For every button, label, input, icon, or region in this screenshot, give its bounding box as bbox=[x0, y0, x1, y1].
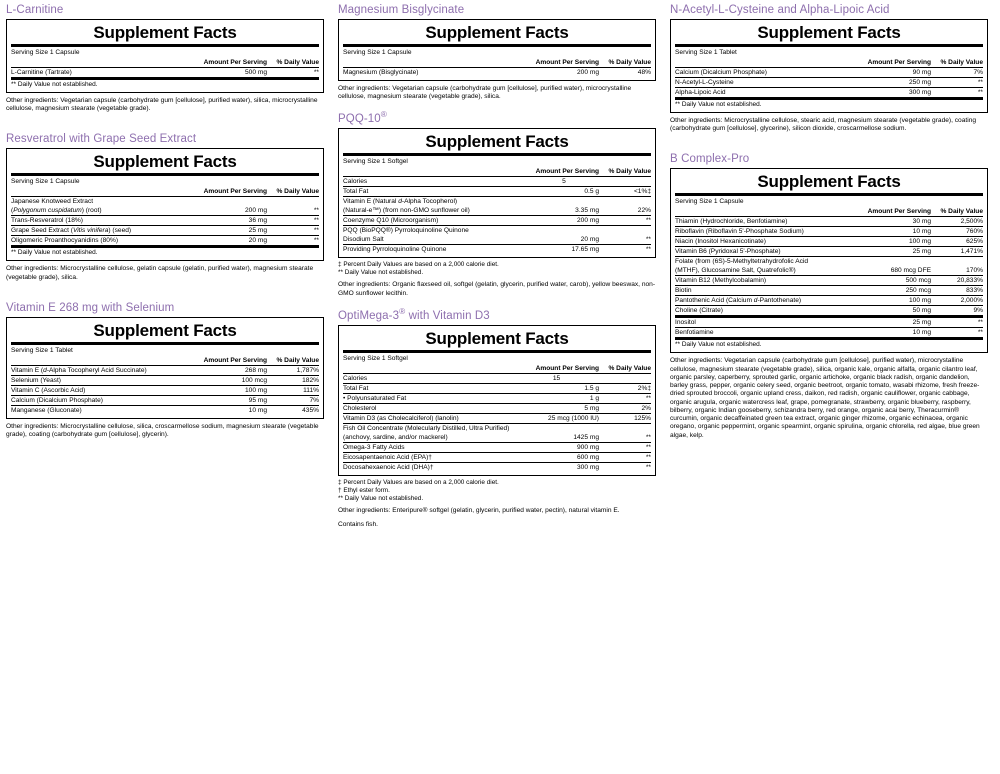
supplement-facts-panel bbox=[6, 148, 324, 261]
header-blank bbox=[11, 187, 197, 197]
nutrient-amount: 268 mg bbox=[197, 365, 267, 375]
serving-size: Serving Size 1 Capsule bbox=[675, 198, 744, 206]
table-header-row bbox=[343, 167, 651, 177]
nutrient-amount: 25 mg bbox=[849, 317, 931, 328]
nutrient-amount: 100 mg bbox=[849, 296, 931, 306]
footnote-text: ** Daily Value not established. bbox=[338, 269, 424, 277]
nutrient-amount: 25 mg bbox=[197, 226, 267, 236]
header-amount: Amount Per Serving bbox=[861, 58, 931, 68]
nutrient-name: Vitamin E (Natural d-Alpha Tocopherol) bbox=[343, 197, 529, 207]
product-resveratrol bbox=[6, 133, 324, 281]
table-row bbox=[343, 393, 651, 403]
nutrient-dv bbox=[599, 197, 651, 207]
footnote-text: ** Daily Value not established. bbox=[11, 249, 98, 257]
nutrient-dv: 111% bbox=[267, 385, 319, 395]
product-l-carnitine bbox=[6, 4, 324, 113]
nutrient-dv: <1%‡ bbox=[599, 187, 651, 197]
table-row bbox=[343, 413, 651, 423]
header-amount: Amount Per Serving bbox=[529, 58, 599, 68]
table-row bbox=[343, 68, 651, 78]
nutrient-dv: ** bbox=[599, 245, 651, 255]
table-row bbox=[343, 226, 651, 236]
table-header-row bbox=[343, 58, 651, 68]
header-amount: Amount Per Serving bbox=[529, 167, 599, 177]
header-amount: Amount Per Serving bbox=[514, 364, 599, 374]
nutrient-amount: 17.65 mg bbox=[529, 245, 599, 255]
nutrient-name: Benfotiamine bbox=[675, 328, 849, 339]
table-row bbox=[675, 78, 983, 88]
table-row bbox=[675, 247, 983, 257]
header-amount: Amount Per Serving bbox=[849, 207, 931, 217]
header-dv: % Daily Value bbox=[931, 207, 983, 217]
nutrient-amount bbox=[197, 197, 267, 207]
nutrient-dv: 1,787% bbox=[267, 365, 319, 375]
table-row bbox=[675, 286, 983, 296]
table-row bbox=[675, 237, 983, 247]
nutrient-amount: 50 mg bbox=[849, 306, 931, 317]
nutrient-dv bbox=[599, 226, 651, 236]
table-row bbox=[675, 257, 983, 267]
nutrient-amount: 3.35 mg bbox=[575, 207, 599, 215]
nutrient-name: Omega-3 Fatty Acids bbox=[343, 442, 514, 452]
column-middle bbox=[338, 4, 656, 529]
header-blank bbox=[343, 58, 529, 68]
table-row bbox=[343, 206, 651, 216]
nutrient-amount: 500 mg bbox=[197, 68, 267, 79]
nutrient-name: Calories bbox=[343, 373, 514, 383]
nutrient-dv: ** bbox=[599, 462, 651, 472]
heading-rule bbox=[675, 44, 983, 47]
facts-table bbox=[11, 356, 319, 415]
nutrient-name: Total Fat bbox=[343, 383, 514, 393]
table-row bbox=[11, 365, 319, 375]
nutrient-dv: ** bbox=[599, 393, 651, 403]
nutrient-name: Manganese (Gluconate) bbox=[11, 405, 197, 415]
header-blank bbox=[675, 207, 849, 217]
table-row bbox=[343, 423, 651, 433]
supplement-facts-panel bbox=[670, 168, 988, 353]
nutrient-name: Providing Pyrroloquinoline Quinone bbox=[343, 245, 529, 255]
nutrient-amount: 5 bbox=[529, 177, 599, 187]
nutrient-dv: ** bbox=[599, 216, 651, 226]
table-row bbox=[675, 68, 983, 78]
nutrient-name: Total Fat bbox=[343, 187, 529, 197]
supplement-facts-panel bbox=[338, 19, 656, 81]
table-row bbox=[675, 227, 983, 237]
header-dv: % Daily Value bbox=[267, 356, 319, 366]
nutrient-dv: 7% bbox=[267, 395, 319, 405]
table-row bbox=[11, 385, 319, 395]
header-dv: % Daily Value bbox=[931, 58, 983, 68]
nutrient-dv: 2%‡ bbox=[599, 383, 651, 393]
table-header-row bbox=[11, 187, 319, 197]
product-vitamin-e-selenium bbox=[6, 302, 324, 439]
nutrient-amount bbox=[529, 197, 599, 207]
nutrient-name: Calories bbox=[343, 177, 529, 187]
nutrient-dv: 625% bbox=[931, 237, 983, 247]
footnote-text: ** Daily Value not established. bbox=[675, 341, 762, 349]
nutrient-name: Disodium Salt bbox=[343, 236, 384, 244]
header-blank bbox=[11, 356, 197, 366]
nutrient-name: Alpha-Lipoic Acid bbox=[675, 88, 861, 99]
other-ingredients: Other ingredients: Vegetarian capsule (carbohydrate gum [cellulose], purified water), microcrystalline cellulose, magnesium stearate (vegetable grade), silica. bbox=[338, 85, 632, 101]
nutrient-dv: ** bbox=[931, 88, 983, 99]
nutrient-dv: 2,000% bbox=[931, 296, 983, 306]
header-amount: Amount Per Serving bbox=[197, 58, 267, 68]
nutrient-amount: 680 mcg DFE bbox=[890, 267, 931, 275]
footnote-text: ** Daily Value not established. bbox=[675, 101, 762, 108]
table-row bbox=[675, 296, 983, 306]
nutrient-amount: 1425 mg bbox=[573, 433, 599, 441]
header-amount: Amount Per Serving bbox=[197, 187, 267, 197]
facts-table bbox=[11, 58, 319, 89]
nutrient-name: Pantothenic Acid (Calcium d-Pantothenate) bbox=[675, 296, 849, 306]
product-magnesium-bisglycinate bbox=[338, 4, 656, 101]
supplement-facts-panel bbox=[338, 325, 656, 476]
nutrient-dv bbox=[599, 177, 651, 187]
table-row bbox=[343, 373, 651, 383]
other-ingredients: Other ingredients: Organic flaxseed oil, softgel (gelatin, glycerin, purified water, carob), yellow beeswax, non-GMO sunflower lecithin. bbox=[338, 281, 656, 297]
product-title: L-Carnitine bbox=[6, 4, 64, 16]
table-row bbox=[675, 266, 983, 276]
heading-rule bbox=[11, 44, 319, 47]
nutrient-name: Fish Oil Concentrate (Molecularly Distilled, Ultra Purified) bbox=[343, 423, 514, 433]
panel-heading: Supplement Facts bbox=[425, 23, 569, 42]
header-amount: Amount Per Serving bbox=[197, 356, 267, 366]
footnote-row bbox=[11, 247, 319, 258]
header-blank bbox=[11, 58, 197, 68]
supplement-facts-panel bbox=[6, 19, 324, 93]
nutrient-dv: ** bbox=[931, 317, 983, 328]
facts-table bbox=[343, 364, 651, 472]
table-row bbox=[343, 462, 651, 472]
nutrient-dv: 20,833% bbox=[931, 276, 983, 286]
product-nac-ala bbox=[670, 4, 988, 133]
header-blank bbox=[343, 364, 514, 374]
nutrient-amount: 20 mg bbox=[197, 236, 267, 247]
table-row bbox=[11, 236, 319, 247]
supplement-facts-panel bbox=[670, 19, 988, 113]
supplement-facts-panel bbox=[6, 317, 324, 419]
panel-heading: Supplement Facts bbox=[757, 23, 901, 42]
nutrient-name: Vitamin B6 (Pyridoxal 5'-Phosphate) bbox=[675, 247, 849, 257]
product-title: PQQ-10® bbox=[338, 110, 387, 126]
table-row bbox=[11, 216, 319, 226]
nutrient-name: Calcium (Dicalcium Phosphate) bbox=[11, 395, 197, 405]
serving-size: Serving Size 1 Capsule bbox=[11, 49, 80, 56]
column-left bbox=[6, 4, 324, 439]
table-row bbox=[11, 68, 319, 79]
panel-heading: Supplement Facts bbox=[93, 320, 237, 340]
nutrient-amount: 10 mg bbox=[849, 227, 931, 237]
nutrient-amount: 300 mg bbox=[861, 88, 931, 99]
nutrient-amount: 95 mg bbox=[197, 395, 267, 405]
panel-heading: Supplement Facts bbox=[93, 152, 237, 172]
facts-table bbox=[343, 167, 651, 254]
nutrient-dv: ** bbox=[645, 236, 651, 244]
serving-size: Serving Size 1 Softgel bbox=[343, 354, 408, 362]
nutrient-name: L-Carnitine (Tartrate) bbox=[11, 68, 197, 79]
panel-heading: Supplement Facts bbox=[425, 328, 569, 348]
nutrient-dv: 435% bbox=[267, 405, 319, 415]
header-dv: % Daily Value bbox=[267, 58, 319, 68]
heading-rule bbox=[675, 193, 983, 196]
nutrient-name: Vitamin C (Ascorbic Acid) bbox=[11, 385, 197, 395]
table-row bbox=[343, 452, 651, 462]
nutrient-dv: 22% bbox=[637, 207, 651, 215]
facts-table bbox=[343, 58, 651, 77]
nutrient-amount: 500 mcg bbox=[849, 276, 931, 286]
nutrient-name: Japanese Knotweed Extract bbox=[11, 197, 197, 207]
nutrient-dv: ** bbox=[267, 226, 319, 236]
nutrient-dv: 182% bbox=[267, 375, 319, 385]
nutrient-dv bbox=[931, 257, 983, 267]
nutrient-name: Vitamin B12 (Methylcobalamin) bbox=[675, 276, 849, 286]
table-row bbox=[343, 235, 651, 245]
nutrient-amount: 300 mg bbox=[514, 462, 599, 472]
other-ingredients: Other ingredients: Vegetarian capsule (carbohydrate gum [cellulose], purified water), silica, microcrystalline cellulose, magnesium stearate (vegetable grade). bbox=[6, 97, 318, 113]
nutrient-amount: 200 mg bbox=[245, 207, 267, 215]
nutrient-amount: 600 mg bbox=[514, 452, 599, 462]
nutrient-amount: 25 mg bbox=[849, 247, 931, 257]
panel-heading: Supplement Facts bbox=[757, 172, 901, 192]
heading-rule bbox=[11, 342, 319, 345]
nutrient-name: (MTHF), Glucosamine Salt, Quatrefolic®) bbox=[675, 267, 796, 275]
product-title: Magnesium Bisglycinate bbox=[338, 4, 465, 16]
header-blank bbox=[343, 167, 529, 177]
nutrient-amount: 100 mg bbox=[197, 385, 267, 395]
nutrient-name: Inositol bbox=[675, 317, 849, 328]
nutrient-name: Trans-Resveratrol (18%) bbox=[11, 216, 197, 226]
nutrient-name: Docosahexaenoic Acid (DHA)† bbox=[343, 462, 514, 472]
header-dv: % Daily Value bbox=[599, 58, 651, 68]
facts-table bbox=[675, 207, 983, 349]
table-row bbox=[675, 217, 983, 227]
nutrient-dv: 7% bbox=[931, 68, 983, 78]
nutrient-name: PQQ (BioPQQ®) Pyrroloquinoline Quinone bbox=[343, 226, 529, 236]
footnote-text: ‡ Percent Daily Values are based on a 2,000 calorie diet. bbox=[338, 261, 499, 269]
nutrient-amount: 25 mcg (1000 IU) bbox=[514, 413, 599, 423]
nutrient-name: (Natural-e™) (from non-GMO sunflower oil) bbox=[343, 207, 470, 215]
nutrient-dv: ** bbox=[645, 433, 651, 441]
nutrient-amount: 36 mg bbox=[197, 216, 267, 226]
nutrient-amount: 20 mg bbox=[580, 236, 599, 244]
supplement-facts-panel bbox=[338, 128, 656, 258]
footnote-text: ** Daily Value not established. bbox=[338, 494, 424, 502]
table-row bbox=[343, 383, 651, 393]
nutrient-dv: 2,500% bbox=[931, 217, 983, 227]
table-row bbox=[11, 197, 319, 207]
table-row bbox=[11, 206, 319, 216]
nutrient-name: • Polyunsaturated Fat bbox=[343, 393, 514, 403]
serving-size: Serving Size 1 Capsule bbox=[11, 178, 80, 186]
heading-rule bbox=[343, 350, 651, 353]
heading-rule bbox=[343, 44, 651, 47]
nutrient-name: Magnesium (Bisglycinate) bbox=[343, 68, 529, 78]
footnote-text: ** Daily Value not established. bbox=[11, 81, 98, 88]
nutrient-dv: 125% bbox=[599, 413, 651, 423]
table-row bbox=[675, 328, 983, 339]
nutrient-amount: 30 mg bbox=[849, 217, 931, 227]
table-row bbox=[343, 197, 651, 207]
table-row bbox=[11, 375, 319, 385]
nutrient-amount bbox=[514, 423, 599, 433]
table-header-row bbox=[11, 58, 319, 68]
nutrient-dv: ** bbox=[599, 452, 651, 462]
table-row bbox=[343, 245, 651, 255]
footnote-row bbox=[675, 99, 983, 110]
nutrient-name: N-Acetyl-L-Cysteine bbox=[675, 78, 861, 88]
table-row bbox=[343, 187, 651, 197]
footnote-text: † Ethyl ester form. bbox=[338, 486, 390, 494]
nutrient-dv bbox=[267, 197, 319, 207]
nutrient-name: Coenzyme Q10 (Microorganism) bbox=[343, 216, 529, 226]
other-ingredients: Other ingredients: Microcrystalline cellulose, stearic acid, magnesium stearate (vegetable grade), coating (carbohydrate gum [cellulose], glycerine), silicon dioxide, croscarmellose sodium. bbox=[670, 117, 977, 133]
product-title: OptiMega-3® with Vitamin D3 bbox=[338, 307, 490, 322]
serving-size: Serving Size 1 Softgel bbox=[343, 158, 408, 166]
nutrient-amount: 10 mg bbox=[197, 405, 267, 415]
header-blank bbox=[675, 58, 861, 68]
nutrient-dv: ** bbox=[267, 236, 319, 247]
nutrient-name: (anchovy, sardine, and/or mackerel) bbox=[343, 433, 448, 441]
nutrient-dv: 9% bbox=[931, 306, 983, 317]
product-title: N-Acetyl-L-Cysteine and Alpha-Lipoic Acid bbox=[670, 4, 890, 16]
product-title: Resveratrol with Grape Seed Extract bbox=[6, 133, 197, 146]
nutrient-name: Biotin bbox=[675, 286, 849, 296]
column-right bbox=[670, 4, 988, 440]
table-row bbox=[343, 216, 651, 226]
nutrient-dv: 170% bbox=[966, 267, 983, 275]
facts-table bbox=[11, 187, 319, 257]
product-pqq-10 bbox=[338, 110, 656, 297]
nutrient-dv: ** bbox=[267, 216, 319, 226]
nutrient-name: Eicosapentaenoic Acid (EPA)† bbox=[343, 452, 514, 462]
other-ingredients: Other ingredients: Vegetarian capsule (carbohydrate gum [cellulose], purified water), microcrystalline cellulose, magnesium stearate (vegetable grade), silica, organic kale, organic alfalfa, organic cilantro leaf, organic parsley, caperberry, sprouted garlic, organic artichoke, organic black radish, organic dandelion, barley grass, pepper, organic celery seed, organic beetroot, organic tomato, wasabi rhizome, fresh freeze-dried sprouted broccoli, organic upland cress, daikon, red radish, organic cauliflower, organic cabbage, organic arugula, organic watercress leaf, grape, pomegranate, strawberry, organic blueberry, raspberry, bilberry, organic Indian gooseberry, schizandra berry, red orange, organic acai berry, Theracurmin® curcumin, organic decaffeinated green tea extract, organic ginger rhizome, organic echinacea, organic oregano, organic peppermint, organic spearmint, organic spirulina, organic chlorella, red algae, blue green algae, kelp. bbox=[670, 357, 980, 439]
columns-layout bbox=[6, 4, 994, 529]
table-row bbox=[675, 88, 983, 99]
footnote-row bbox=[675, 339, 983, 350]
nutrient-amount: 1 g bbox=[514, 393, 599, 403]
nutrient-name: Folate (from (6S)-5-Methyltetrahydrofolic Acid bbox=[675, 257, 849, 267]
nutrient-amount: 100 mg bbox=[849, 237, 931, 247]
heading-rule bbox=[343, 153, 651, 156]
nutrient-amount: 5 mg bbox=[514, 403, 599, 413]
panel-heading: Supplement Facts bbox=[425, 132, 569, 152]
table-row bbox=[343, 442, 651, 452]
product-title: Vitamin E 268 mg with Selenium bbox=[6, 301, 175, 314]
table-row bbox=[343, 403, 651, 413]
nutrient-dv: 48% bbox=[599, 68, 651, 78]
nutrient-dv: 2% bbox=[599, 403, 651, 413]
table-row bbox=[11, 405, 319, 415]
nutrient-name: Calcium (Dicalcium Phosphate) bbox=[675, 68, 861, 78]
table-row bbox=[343, 433, 651, 443]
nutrient-amount: 900 mg bbox=[514, 442, 599, 452]
product-b-complex-pro bbox=[670, 153, 988, 439]
table-header-row bbox=[675, 58, 983, 68]
nutrient-name: Cholesterol bbox=[343, 403, 514, 413]
table-row bbox=[675, 317, 983, 328]
nutrient-dv: ** bbox=[599, 442, 651, 452]
table-header-row bbox=[343, 364, 651, 374]
facts-table bbox=[675, 58, 983, 109]
nutrient-name: Vitamin D3 (as Cholecalciferol) (lanolin) bbox=[343, 413, 514, 423]
nutrient-name: Vitamin E (d-Alpha Tocopheryl Acid Succinate) bbox=[11, 365, 197, 375]
nutrient-dv: ** bbox=[931, 328, 983, 339]
table-header-row bbox=[675, 207, 983, 217]
nutrient-dv: ** bbox=[267, 68, 319, 79]
header-dv: % Daily Value bbox=[267, 187, 319, 197]
nutrient-amount: 10 mg bbox=[849, 328, 931, 339]
nutrient-amount: 0.5 g bbox=[529, 187, 599, 197]
header-dv: % Daily Value bbox=[599, 167, 651, 177]
heading-rule bbox=[11, 173, 319, 176]
nutrient-amount: 200 mg bbox=[529, 68, 599, 78]
table-row bbox=[675, 306, 983, 317]
table-row bbox=[11, 226, 319, 236]
nutrient-dv bbox=[599, 423, 651, 433]
nutrient-amount: 250 mcg bbox=[849, 286, 931, 296]
nutrient-amount: 200 mg bbox=[529, 216, 599, 226]
contains-statement: Contains fish. bbox=[338, 521, 378, 529]
nutrient-amount: 90 mg bbox=[861, 68, 931, 78]
nutrient-dv: ** bbox=[313, 207, 319, 215]
footnote-row bbox=[11, 79, 319, 90]
nutrient-dv: ** bbox=[931, 78, 983, 88]
nutrient-name: Selenium (Yeast) bbox=[11, 375, 197, 385]
serving-size: Serving Size 1 Tablet bbox=[675, 49, 737, 56]
table-row bbox=[675, 276, 983, 286]
nutrient-amount: 1.5 g bbox=[514, 383, 599, 393]
table-row bbox=[343, 177, 651, 187]
nutrient-dv: 1,471% bbox=[931, 247, 983, 257]
nutrient-amount bbox=[529, 226, 599, 236]
product-optimega-3 bbox=[338, 307, 656, 529]
product-title: B Complex-Pro bbox=[670, 153, 750, 166]
nutrient-amount: 15 bbox=[514, 373, 599, 383]
other-ingredients: Other ingredients: Microcrystalline cellulose, silica, croscarmellose sodium, magnesium stearate (vegetable grade), coating (carbohydrate gum [cellulose], glycerin). bbox=[6, 422, 319, 439]
header-dv: % Daily Value bbox=[599, 364, 651, 374]
other-ingredients: Other ingredients: Enteripure® softgel (gelatin, glycerin, purified water, pectin), natural vitamin E. bbox=[338, 506, 620, 514]
nutrient-amount bbox=[849, 257, 931, 267]
nutrient-name: Oligomeric Proanthocyanidins (80%) bbox=[11, 236, 197, 247]
nutrient-dv bbox=[599, 373, 651, 383]
nutrient-name: Thiamin (Hydrochloride, Benfotiamine) bbox=[675, 217, 849, 227]
nutrient-name: Choline (Citrate) bbox=[675, 306, 849, 317]
nutrient-name: Riboflavin (Riboflavin 5'-Phosphate Sodium) bbox=[675, 227, 849, 237]
other-ingredients: Other ingredients: Microcrystalline cellulose, gelatin capsule (gelatin, purified water), magnesium stearate (vegetable grade), silica. bbox=[6, 265, 314, 281]
table-row bbox=[11, 395, 319, 405]
serving-size: Serving Size 1 Tablet bbox=[11, 346, 73, 354]
serving-size: Serving Size 1 Capsule bbox=[343, 49, 412, 56]
nutrient-name: Niacin (Inositol Hexanicotinate) bbox=[675, 237, 849, 247]
nutrient-amount: 100 mcg bbox=[197, 375, 267, 385]
table-header-row bbox=[11, 356, 319, 366]
footnote-text: ‡ Percent Daily Values are based on a 2,000 calorie diet. bbox=[338, 478, 499, 486]
panel-heading: Supplement Facts bbox=[93, 23, 237, 42]
nutrient-dv: 833% bbox=[931, 286, 983, 296]
nutrient-dv: 760% bbox=[931, 227, 983, 237]
nutrient-amount: 250 mg bbox=[861, 78, 931, 88]
nutrient-name: Grape Seed Extract (Vitis vinifera) (seed) bbox=[11, 226, 197, 236]
nutrient-name: (Polygonum cuspidatum) (root) bbox=[11, 207, 102, 215]
